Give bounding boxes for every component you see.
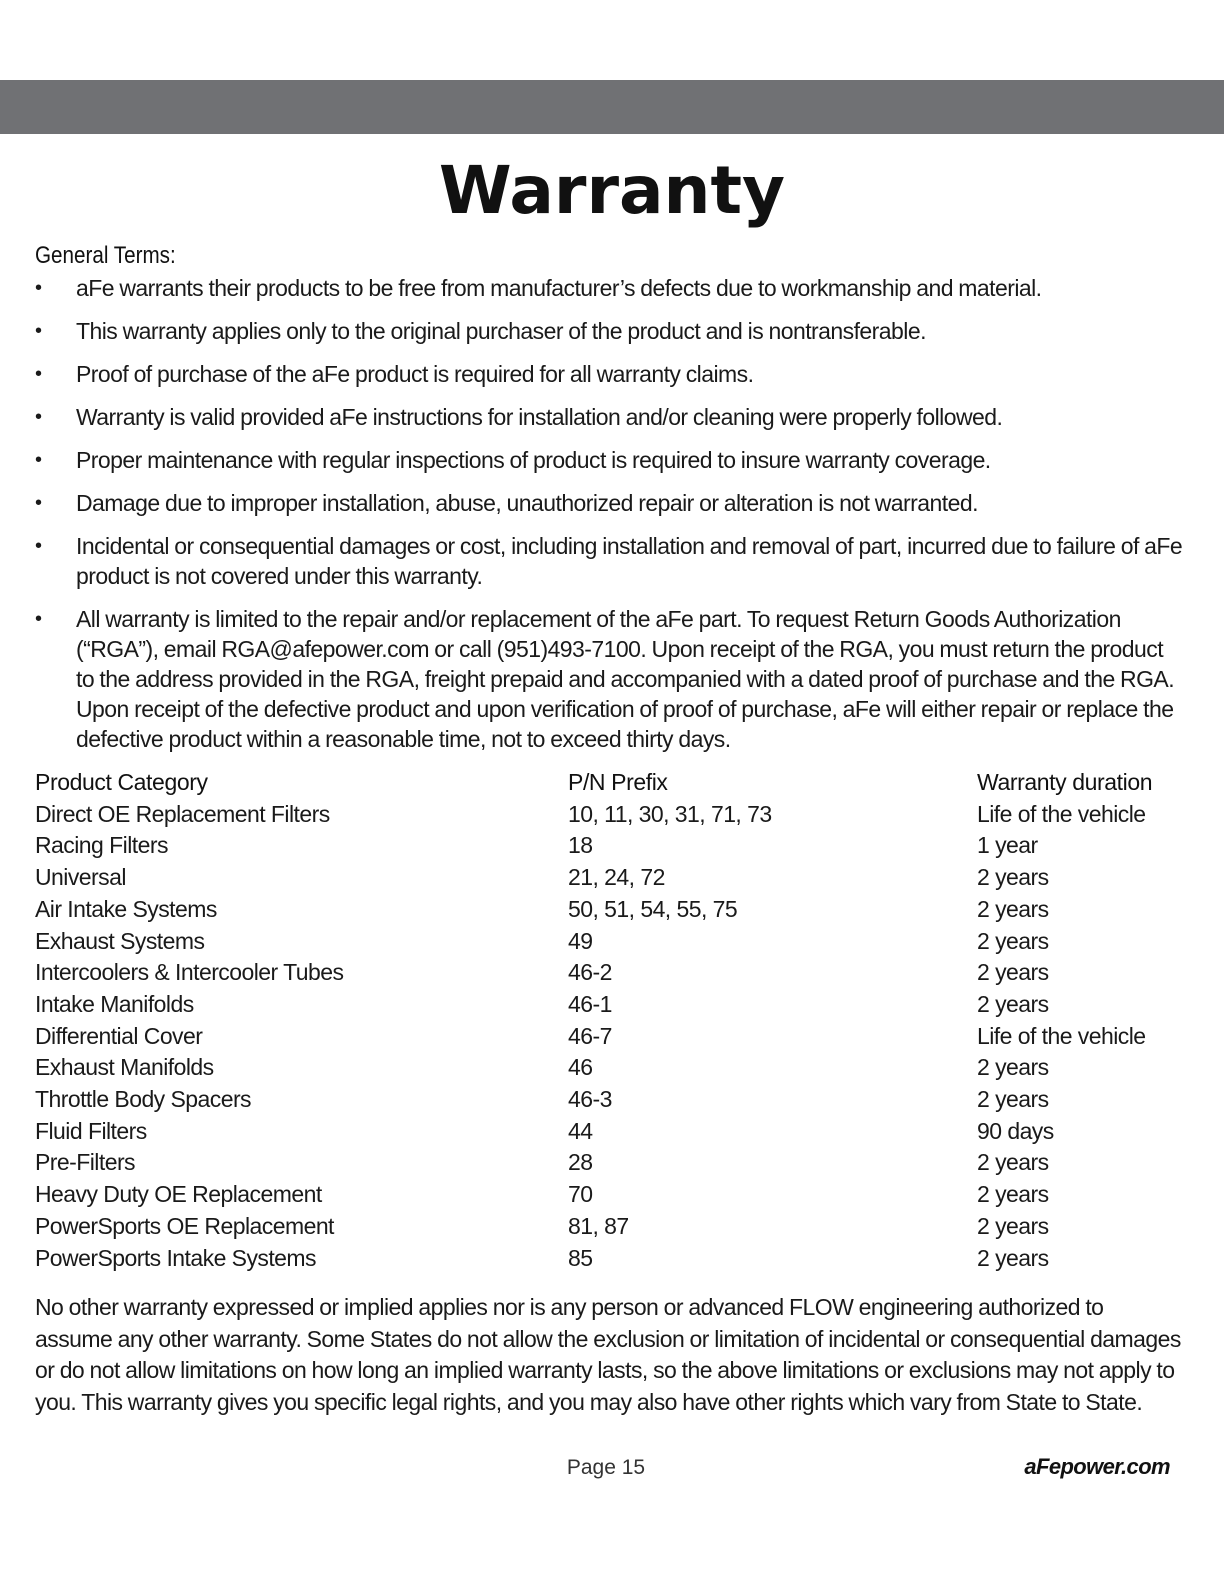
table-row [35,989,1185,1021]
cell-prefix: 21, 24, 72 [568,864,665,891]
cell-duration: 2 years [977,1149,1049,1176]
header-product-category: Product Category [35,769,208,795]
table-row [35,1021,1185,1053]
table-row [35,1116,1185,1148]
cell-prefix: 46 [568,1054,593,1081]
cell-duration: Life of the vehicle [977,800,1146,827]
table-row [35,894,1185,926]
cell-duration: 2 years [977,1244,1049,1271]
list-item [35,273,1185,303]
cell-category: Air Intake Systems [35,895,217,922]
page-number: Page 15 [566,1456,646,1479]
cell-category: Exhaust Manifolds [35,1054,214,1081]
cell-prefix: 10, 11, 30, 31, 71, 73 [568,800,772,827]
cell-category: Fluid Filters [35,1117,147,1144]
cell-category: PowerSports OE Replacement [35,1212,334,1239]
table-row [35,1147,1185,1179]
header-warranty-duration: Warranty duration [977,769,1153,795]
general-terms-list [35,273,1185,754]
table-row [35,1211,1185,1243]
table-row [35,957,1185,989]
cell-prefix: 49 [568,927,593,954]
cell-prefix: 46-2 [568,959,612,986]
cell-category: Throttle Body Spacers [35,1086,252,1113]
cell-prefix: 46-7 [568,1022,612,1049]
cell-duration: 2 years [977,927,1049,954]
bullet-icon: • [35,320,43,342]
cell-prefix: 18 [568,832,593,859]
cell-duration: 2 years [977,1212,1049,1239]
cell-prefix: 85 [568,1244,593,1271]
cell-duration: 2 years [977,1054,1049,1081]
bullet-icon: • [35,363,43,385]
table-row [35,1084,1185,1116]
term-text: Warranty is valid provided aFe instructions for installation and/or cleaning were properly followed. [76,404,1003,430]
bullet-icon: • [35,277,43,299]
cell-duration: Life of the vehicle [977,1022,1146,1049]
cell-prefix: 70 [568,1181,593,1208]
cell-prefix: 46-1 [568,990,612,1017]
bullet-icon: • [35,406,43,428]
table-row [35,830,1185,862]
cell-duration: 90 days [977,1117,1054,1144]
table-row [35,862,1185,894]
cell-prefix: 46-3 [568,1086,612,1113]
cell-duration: 2 years [977,895,1049,922]
term-text: Incidental or consequential damages or cost, including installation and removal of part, incurred due to failure of aFe product is not covered under this warranty. [76,533,1183,589]
cell-duration: 2 years [977,1181,1049,1208]
list-item [35,316,1185,346]
list-item [35,402,1185,432]
cell-prefix: 28 [568,1149,593,1176]
header-pn-prefix: P/N Prefix [568,769,668,795]
cell-prefix: 81, 87 [568,1212,629,1239]
cell-category: Heavy Duty OE Replacement [35,1181,322,1208]
disclaimer-paragraph: No other warranty expressed or implied applies nor is any person or advanced FLOW engineering authorized to assume any other warranty. Some States do not allow the exclusion or limitation of incidental or consequential damages or do not allow limitations on how long an implied warranty lasts, so the above limitations or exclusions may not apply to you. This warranty gives you specific legal rights, and you may also have other rights which vary from State to State. [35,1294,1181,1415]
cell-duration: 2 years [977,864,1049,891]
cell-duration: 1 year [977,832,1038,859]
list-item [35,488,1185,518]
cell-duration: 2 years [977,990,1049,1017]
cell-category: PowerSports Intake Systems [35,1244,316,1271]
term-text: Proper maintenance with regular inspections of product is required to insure warranty coverage. [76,447,991,473]
list-item [35,531,1185,591]
cell-category: Exhaust Systems [35,927,205,954]
cell-duration: 2 years [977,1086,1049,1113]
bullet-icon: • [35,535,43,557]
cell-prefix: 44 [568,1117,593,1144]
cell-category: Racing Filters [35,832,168,859]
cell-duration: 2 years [977,959,1049,986]
list-item [35,359,1185,389]
table-row [35,799,1185,831]
main-content [35,241,1185,1418]
bullet-icon: • [35,608,43,630]
list-item [35,445,1185,475]
bullet-icon: • [35,449,43,471]
term-text: Damage due to improper installation, abuse, unauthorized repair or alteration is not warranted. [76,490,978,516]
list-item [35,604,1185,754]
table-row [35,1243,1185,1275]
term-text: This warranty applies only to the original purchaser of the product and is nontransferable. [76,318,926,344]
table-row [35,1179,1185,1211]
bullet-icon: • [35,492,43,514]
cell-category: Pre-Filters [35,1149,136,1176]
term-text: All warranty is limited to the repair and/or replacement of the aFe part. To request Return Goods Authorization (“RGA”), email RGA@afepower.com or call (951)493-7100. Upon receipt of the RGA, you must return the product to the address provided in the RGA, freight prepaid and accompanied with a dated proof of purchase and the RGA. Upon receipt of the defective product and upon verification of proof of purchase, aFe will either repair or replace the defective product within a reasonable time, not to exceed thirty days. [76,606,1175,752]
table-row [35,1052,1185,1084]
table-row [35,926,1185,958]
term-text: aFe warrants their products to be free from manufacturer’s defects due to workmanship and material. [76,275,1042,301]
general-terms-heading: General Terms: [35,242,176,269]
cell-category: Intake Manifolds [35,990,194,1017]
cell-category: Intercoolers & Intercooler Tubes [35,959,344,986]
cell-prefix: 50, 51, 54, 55, 75 [568,895,738,922]
table-header-row [35,767,1185,799]
term-text: Proof of purchase of the aFe product is required for all warranty claims. [76,361,754,387]
cell-category: Universal [35,864,126,891]
cell-category: Differential Cover [35,1022,203,1049]
website-link[interactable]: aFepower.com [1024,1454,1170,1479]
warranty-table [35,767,1185,1274]
header-bar [0,80,1224,134]
page-title: Warranty [438,152,786,229]
cell-category: Direct OE Replacement Filters [35,800,330,827]
